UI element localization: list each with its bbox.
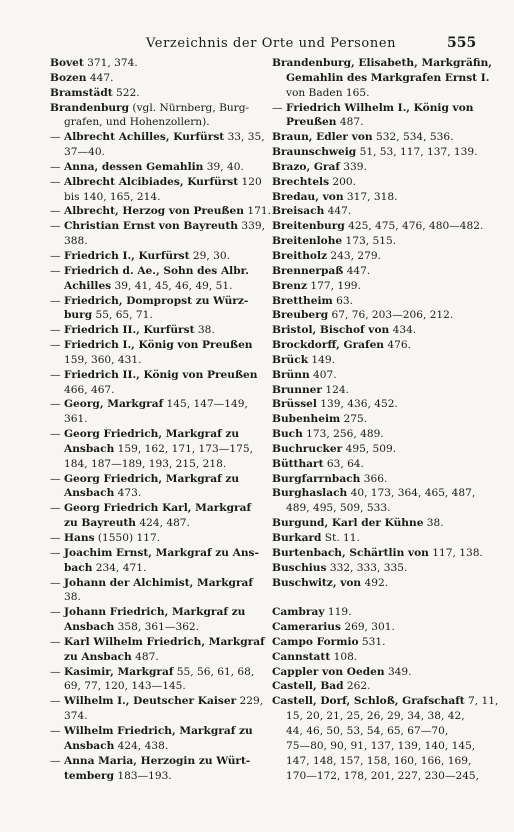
entry-term: Burgund, Karl der Kühne <box>272 517 424 530</box>
index-entry <box>272 620 472 635</box>
index-entry <box>272 130 472 145</box>
entry-references: 339. <box>339 160 367 173</box>
entry-term: Bubenheim <box>272 413 341 426</box>
entry-references: 492. <box>361 576 389 589</box>
entry-term: Wilhelm I., Deutscher Kaiser <box>64 695 237 708</box>
index-entry <box>272 383 472 398</box>
entry-references: grafen, und Hohenzollern). <box>64 116 210 129</box>
entry-references: 243, 279. <box>327 249 381 262</box>
entry-term: Burkard <box>272 532 322 544</box>
entry-term: Albrecht Achilles, Kurfürst <box>64 131 225 144</box>
entry-references: 39, 40. <box>203 160 244 173</box>
subentry-dash: — <box>50 428 61 441</box>
entry-term: Breitenburg <box>272 220 345 233</box>
entry-references: 170—172, 178, 201, 227, 230—245, <box>286 769 480 782</box>
section-gap <box>272 590 472 605</box>
index-column-right <box>272 56 499 783</box>
subentry-dash: — <box>50 532 61 544</box>
index-entry-continuation <box>272 709 472 724</box>
entry-references: 317, 318. <box>343 190 398 203</box>
index-entry <box>272 635 472 650</box>
entry-references: 407. <box>309 368 337 381</box>
entry-references: 374. <box>64 710 88 723</box>
index-entry <box>50 101 252 116</box>
index-entry-continuation <box>50 412 252 427</box>
subentry-dash: — <box>50 398 61 411</box>
index-subentry <box>50 546 259 561</box>
index-entry <box>272 204 472 219</box>
entry-references: 124. <box>321 383 349 396</box>
index-entry-continuation <box>50 679 252 694</box>
index-entry <box>272 576 472 591</box>
index-entry <box>272 279 472 294</box>
entry-term: Brück <box>272 353 309 366</box>
entry-term: Brennerpaß <box>272 264 344 277</box>
subentry-dash: — <box>50 175 61 188</box>
index-subentry <box>272 101 472 116</box>
index-entry-continuation <box>50 561 252 576</box>
entry-term: Ansbach <box>64 442 115 455</box>
entry-term: Breuberg <box>272 309 329 322</box>
entry-references: 117, 138. <box>428 546 483 559</box>
entry-term: temberg <box>64 769 114 782</box>
entry-term: Bristol, Bischof von <box>272 324 390 337</box>
entry-references: 55, 65, 71. <box>92 309 153 322</box>
entry-term: Brunner <box>272 383 322 396</box>
subentry-dash: — <box>50 368 61 381</box>
entry-references: 424, 438. <box>114 739 169 752</box>
entry-references: St. 11. <box>321 532 360 544</box>
entry-term: Georg Friedrich, Markgraf zu <box>64 472 240 485</box>
entry-term: Anna, dessen Gemahlin <box>64 160 204 173</box>
index-entry-continuation <box>50 709 252 724</box>
entry-term: Buschius <box>272 561 327 574</box>
entry-references: 183—193. <box>113 769 172 782</box>
index-subentry <box>50 605 252 620</box>
entry-references: 39, 41, 45, 46, 49, 51. <box>111 279 233 292</box>
entry-term: Brazo, Graf <box>272 160 340 173</box>
entry-references: 447. <box>324 205 352 218</box>
entry-term: Georg, Markgraf <box>64 398 164 411</box>
entry-references: 40, 173, 364, 465, 487, <box>347 487 476 500</box>
index-entry <box>272 397 472 412</box>
entry-references: (vgl. Nürnberg, Burg- <box>129 101 250 114</box>
index-entry-continuation <box>272 739 476 754</box>
index-entry <box>272 160 472 175</box>
entry-references: 371, 374. <box>83 57 138 69</box>
index-entry <box>272 234 472 249</box>
index-subentry <box>50 754 252 769</box>
index-entry-continuation <box>50 190 252 205</box>
index-entry <box>272 190 472 205</box>
entry-references: 173, 515. <box>342 235 397 248</box>
entry-references: 184, 187—189, 193, 215, 218. <box>64 457 227 470</box>
subentry-dash: — <box>50 249 61 262</box>
running-header-title: Verzeichnis der Orte und Personen <box>146 36 397 51</box>
entry-references: 424, 487. <box>136 517 190 530</box>
entry-term: Brettheim <box>272 294 333 307</box>
index-entry <box>272 531 472 546</box>
entry-term: Braun, Edler von <box>272 131 373 144</box>
index-subentry <box>50 724 252 739</box>
subentry-dash: — <box>50 546 61 559</box>
entry-references: 473. <box>114 487 142 500</box>
entry-term: Brechtels <box>272 175 330 188</box>
index-entry <box>272 56 492 71</box>
entry-term: Burgfarrnbach <box>272 472 361 485</box>
index-subentry <box>50 338 252 353</box>
entry-term: Breitenlohe <box>272 235 343 248</box>
entry-term: Brenz <box>272 279 307 292</box>
entry-references: 366. <box>360 472 388 485</box>
index-subentry <box>50 160 252 175</box>
entry-term: zu Ansbach <box>64 650 132 663</box>
entry-references: 495, 509. <box>342 442 397 455</box>
entry-references: 51, 53, 117, 137, 139. <box>356 146 478 159</box>
entry-term: Brandenburg, Elisabeth, Markgräfin, <box>272 57 492 69</box>
index-entry <box>272 679 472 694</box>
index-entry <box>272 457 472 472</box>
subentry-dash: — <box>50 754 61 767</box>
entry-references: 69, 77, 120, 143—145. <box>64 680 186 693</box>
entry-term: Friedrich II., König von Preußen <box>64 368 258 381</box>
entry-references: 522. <box>112 86 140 99</box>
entry-term: Braunschweig <box>272 146 357 159</box>
index-entry <box>272 264 472 279</box>
index-entry <box>50 71 252 86</box>
entry-references: von Baden 165. <box>286 86 370 99</box>
entry-references: 120 <box>238 175 262 188</box>
entry-references: 7, 11, <box>464 695 499 708</box>
entry-term: Bramstädt <box>50 86 113 99</box>
entry-references: 361. <box>64 413 88 426</box>
index-entry-continuation <box>50 620 252 635</box>
entry-references: 434. <box>389 324 417 337</box>
entry-term: Camerarius <box>272 621 341 634</box>
entry-term: Albrecht Alcibiades, Kurfürst <box>64 175 239 188</box>
entry-term: Friedrich I., König von Preußen <box>64 339 253 352</box>
index-entry <box>272 472 472 487</box>
index-entry <box>50 86 252 101</box>
entry-term: Brünn <box>272 368 310 381</box>
entry-term: Bütthart <box>272 457 324 470</box>
entry-term: zu Bayreuth <box>64 517 136 530</box>
index-subentry <box>50 368 258 383</box>
entry-term: Karl Wilhelm Friedrich, Markgraf <box>64 635 265 648</box>
index-entry-continuation <box>50 115 252 130</box>
subentry-dash: — <box>50 205 61 218</box>
index-subentry <box>50 323 252 338</box>
index-entry-continuation <box>50 516 252 531</box>
index-entry-continuation <box>50 353 252 368</box>
index-entry <box>272 516 472 531</box>
subentry-dash: — <box>50 472 61 485</box>
index-entry <box>272 486 476 501</box>
entry-term: Kasimir, Markgraf <box>64 665 174 678</box>
index-entry <box>272 323 472 338</box>
index-entry-continuation <box>272 769 480 784</box>
entry-term: Johann Friedrich, Markgraf zu <box>64 606 246 619</box>
entry-references: 159, 360, 431. <box>64 353 142 366</box>
index-entry-continuation <box>272 86 472 101</box>
subentry-dash: — <box>50 502 61 515</box>
subentry-dash: — <box>50 665 61 678</box>
entry-references: 269, 301. <box>340 621 395 634</box>
entry-references: 108. <box>330 650 358 663</box>
entry-term: Gemahlin des Markgrafen Ernst I. <box>286 71 490 84</box>
entry-references: 349. <box>384 665 412 678</box>
index-entry <box>272 442 472 457</box>
subentry-dash: — <box>50 324 61 337</box>
entry-references: 487. <box>131 650 159 663</box>
entry-references: 145, 147—149, <box>163 398 248 411</box>
entry-references: 159, 162, 171, 173—175, <box>114 442 253 455</box>
entry-term: Cappler von Oeden <box>272 665 385 678</box>
entry-references: 262. <box>343 680 371 693</box>
entry-references: 171. <box>244 205 271 218</box>
index-subentry <box>50 204 271 219</box>
entry-references: 531. <box>358 635 386 648</box>
index-subentry <box>50 397 252 412</box>
index-subentry <box>50 130 265 145</box>
entry-references: 177, 199. <box>307 279 361 292</box>
index-entry <box>272 353 472 368</box>
entry-references: 38. <box>423 517 444 530</box>
subentry-dash: — <box>50 635 61 648</box>
index-subentry <box>50 294 252 309</box>
entry-term: Brüssel <box>272 398 317 411</box>
page-number: 555 <box>447 35 477 51</box>
entry-term: Joachim Ernst, Markgraf zu Ans- <box>64 546 259 559</box>
index-entry-continuation <box>50 650 252 665</box>
entry-references: 149. <box>308 353 335 366</box>
index-entry <box>272 145 478 160</box>
entry-term: Buschwitz, von <box>272 576 362 589</box>
entry-term: Brandenburg <box>50 101 130 114</box>
entry-references: 447. <box>86 71 114 84</box>
index-entry <box>272 665 472 680</box>
entry-term: Johann der Alchimist, Markgraf <box>64 576 253 589</box>
index-entry <box>272 219 484 234</box>
entry-references: 67, 76, 203—206, 212. <box>328 309 454 322</box>
index-subentry <box>50 501 252 516</box>
subentry-dash: — <box>50 220 61 233</box>
index-entry <box>272 427 472 442</box>
index-entry <box>50 56 252 71</box>
index-subentry <box>50 264 252 279</box>
entry-references: 358, 361—362. <box>114 621 200 634</box>
entry-term: Friedrich II., Kurfürst <box>64 324 195 337</box>
entry-references: bis 140, 165, 214. <box>64 190 161 203</box>
index-entry-continuation <box>50 234 252 249</box>
index-entry <box>272 412 472 427</box>
index-entry-continuation <box>50 590 252 605</box>
entry-term: bach <box>64 561 93 574</box>
entry-term: Wilhelm Friedrich, Markgraf zu <box>64 724 253 737</box>
entry-references: 33, 35, <box>224 131 265 144</box>
entry-references: 75—80, 90, 91, 137, 139, 140, 145, <box>286 739 476 752</box>
index-entry-continuation <box>50 739 252 754</box>
subentry-dash: — <box>50 264 61 277</box>
entry-references: 15, 20, 21, 25, 26, 29, 34, 38, 42, <box>286 710 465 723</box>
subentry-dash: — <box>272 101 283 114</box>
entry-references: 487. <box>336 116 364 129</box>
entry-term: Ansbach <box>64 487 115 500</box>
entry-references: 339, <box>238 220 265 233</box>
entry-term: Burtenbach, Schärtlin von <box>272 546 429 559</box>
index-subentry <box>50 219 265 234</box>
entry-references: 55, 56, 61, 68, <box>173 665 255 678</box>
entry-term: Preußen <box>286 116 337 129</box>
index-entry <box>272 308 472 323</box>
entry-references: 388. <box>64 235 88 248</box>
entry-references: 229, <box>236 695 264 708</box>
index-entry-continuation <box>272 501 472 516</box>
entry-term: Friedrich I., Kurfürst <box>64 249 190 262</box>
index-entry-continuation <box>50 145 252 160</box>
index-entry <box>272 338 472 353</box>
entry-term: Castell, Bad <box>272 680 344 693</box>
index-entry <box>272 294 472 309</box>
entry-references: 532, 534, 536. <box>372 131 454 144</box>
entry-term: Buch <box>272 428 303 441</box>
index-subentry <box>50 472 252 487</box>
index-entry <box>272 175 472 190</box>
entry-references: 489, 495, 509, 533. <box>286 502 391 515</box>
entry-term: Achilles <box>64 279 112 292</box>
entry-term: Bozen <box>50 71 87 84</box>
subentry-dash: — <box>50 160 61 173</box>
entry-term: Buchrucker <box>272 442 343 455</box>
index-subentry <box>50 175 262 190</box>
entry-references: 29, 30. <box>189 249 230 262</box>
entry-references: 332, 333, 335. <box>326 561 408 574</box>
entry-term: Brockdorff, Grafen <box>272 339 385 352</box>
entry-references: 200. <box>329 175 357 188</box>
subentry-dash: — <box>50 695 61 708</box>
index-column-left <box>50 56 271 783</box>
entry-references: 38. <box>194 324 215 337</box>
index-subentry <box>50 576 252 591</box>
index-entry <box>272 546 483 561</box>
index-subentry <box>50 635 265 650</box>
index-entry-continuation <box>50 442 252 457</box>
index-entry <box>272 650 472 665</box>
entry-references: 476. <box>384 339 411 352</box>
subentry-dash: — <box>50 724 61 737</box>
entry-references: 447. <box>343 264 371 277</box>
index-subentry <box>50 427 252 442</box>
entry-term: burg <box>64 309 93 322</box>
entry-term: Albrecht, Herzog von Preußen <box>64 205 244 218</box>
entry-term: Georg Friedrich, Markgraf zu <box>64 428 240 441</box>
index-entry <box>272 561 472 576</box>
entry-references: 119. <box>324 606 352 619</box>
entry-references: 234, 471. <box>92 561 147 574</box>
index-entry-continuation <box>272 754 472 769</box>
entry-term: Friedrich, Dompropst zu Würz- <box>64 294 249 307</box>
entry-term: Friedrich d. Ae., Sohn des Albr. <box>64 264 249 277</box>
entry-term: Hans <box>64 532 95 544</box>
index-entry-continuation <box>272 724 472 739</box>
index-subentry <box>50 531 252 546</box>
index-entry-continuation <box>272 115 472 130</box>
entry-references: 38. <box>64 591 81 604</box>
entry-term: Cambray <box>272 606 325 619</box>
entry-references: 275. <box>340 413 368 426</box>
entry-references: 147, 148, 157, 158, 160, 166, 169, <box>286 754 472 767</box>
entry-term: Christian Ernst von Bayreuth <box>64 220 238 233</box>
index-entry-continuation <box>50 308 252 323</box>
index-entry-continuation <box>272 71 490 86</box>
entry-term: Breisach <box>272 205 325 218</box>
index-entry-continuation <box>50 769 252 784</box>
index-entry-continuation <box>50 383 252 398</box>
entry-term: Bovet <box>50 57 84 69</box>
entry-references: 63. <box>332 294 353 307</box>
index-entry <box>272 249 472 264</box>
index-subentry <box>50 694 264 709</box>
entry-term: Campo Formio <box>272 635 359 648</box>
index-entry-continuation <box>50 279 252 294</box>
index-subentry <box>50 249 252 264</box>
subentry-dash: — <box>50 294 61 307</box>
entry-term: Cannstatt <box>272 650 331 663</box>
entry-references: 466, 467. <box>64 383 115 396</box>
entry-references: (1550) 117. <box>94 532 161 544</box>
entry-term: Breitholz <box>272 249 328 262</box>
entry-term: Burghaslach <box>272 487 348 500</box>
subentry-dash: — <box>50 576 61 589</box>
subentry-dash: — <box>50 131 61 144</box>
entry-references: 139, 436, 452. <box>316 398 398 411</box>
subentry-dash: — <box>50 339 61 352</box>
index-entry <box>272 694 499 709</box>
entry-term: Ansbach <box>64 621 115 634</box>
entry-term: Ansbach <box>64 739 115 752</box>
entry-references: 44, 46, 50, 53, 54, 65, 67—70, <box>286 724 449 737</box>
index-entry <box>272 605 472 620</box>
entry-term: Friedrich Wilhelm I., König von <box>286 101 474 114</box>
entry-term: Georg Friedrich Karl, Markgraf <box>64 502 252 515</box>
entry-references: 425, 475, 476, 480—482. <box>344 220 484 233</box>
entry-term: Castell, Dorf, Schloß, Grafschaft <box>272 695 465 708</box>
entry-references: 37—40. <box>64 146 105 159</box>
index-entry-continuation <box>50 457 252 472</box>
index-entry <box>272 368 472 383</box>
entry-term: Bredau, von <box>272 190 344 203</box>
index-subentry <box>50 665 255 680</box>
entry-references: 173, 256, 489. <box>302 428 384 441</box>
entry-references: 63, 64. <box>323 457 364 470</box>
index-entry-continuation <box>50 486 252 501</box>
subentry-dash: — <box>50 606 61 619</box>
entry-term: Anna Maria, Herzogin zu Würt- <box>64 754 251 767</box>
